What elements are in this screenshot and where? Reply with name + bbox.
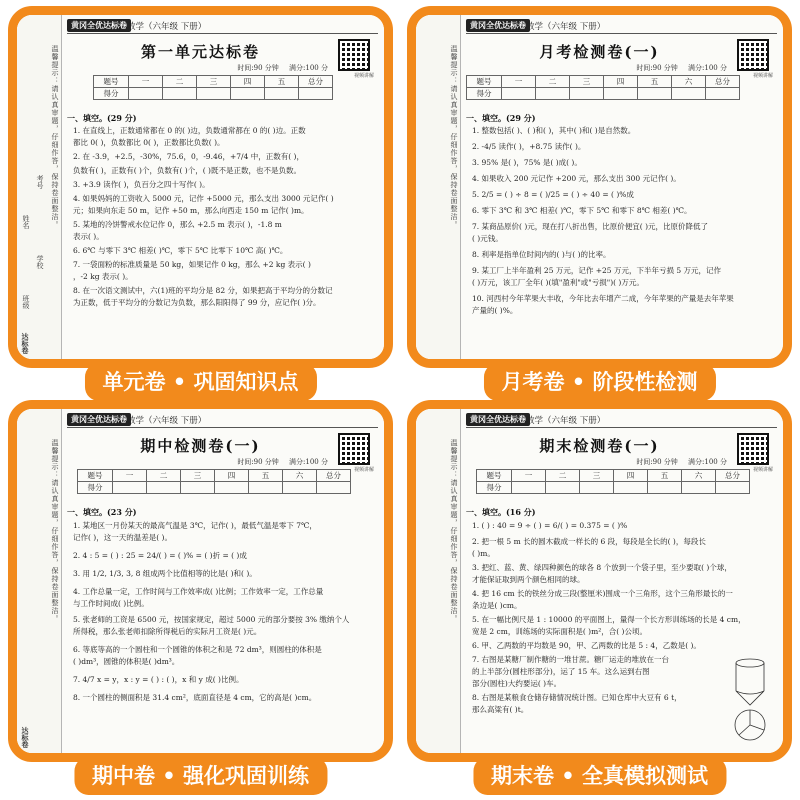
- paper-title: 月考检测卷(一): [539, 43, 660, 61]
- exam-meta: [229, 63, 328, 73]
- brand-label: 黄冈全优达标卷: [466, 413, 530, 426]
- question-line: 那么高粱有( )t。: [472, 705, 529, 714]
- score-value-row: [78, 482, 351, 494]
- score-cell: [546, 482, 580, 494]
- score-cell: 四: [604, 76, 638, 88]
- score-cell: [197, 88, 231, 100]
- margin-strip: [17, 409, 62, 753]
- score-cell: [570, 88, 604, 100]
- score-cell: 题号: [467, 76, 502, 88]
- brand-label: 黄冈全优达标卷: [67, 19, 131, 32]
- question-line: 9. 某工厂上半年盈利 25 万元，记作 +25 万元，下半年亏损 5 万元，记作: [472, 266, 721, 275]
- question-line: ( )元钱。: [472, 234, 503, 243]
- question-line: 为正数，低于平均分的分数记为负数，那么阳阳得了 99 分，应记作( )分。: [73, 298, 321, 307]
- question-line: 才能保证取到两个颜色相同的球。: [472, 575, 585, 584]
- score-cell: [163, 88, 197, 100]
- margin-strip: [416, 15, 461, 359]
- question-line: 部分(圆柱)大约要运( )车。: [472, 679, 562, 688]
- qr-label: 视频讲解: [353, 467, 374, 473]
- question-line: 与工作时间成( )比例。: [73, 599, 149, 608]
- question-line: 4. 把 16 cm 长的铁丝分成三段(整厘米)围成一个三角形，这个三角形最长的一: [472, 589, 733, 598]
- exam-paper: [416, 409, 783, 753]
- score-cell: [512, 482, 546, 494]
- exam-frame: [407, 400, 792, 762]
- qr-label: 视频讲解: [353, 73, 374, 79]
- exam-full-score: 满分:100 分: [289, 64, 328, 72]
- exam-time: 时间:90 分钟: [237, 458, 279, 466]
- section-title: 一、填空。(29 分): [466, 113, 536, 123]
- paper-header: [67, 19, 378, 34]
- subject-label: 数学（六年级 下册）: [526, 416, 606, 426]
- question-line: 元；如果向东走 50 m，记作 +50 m，那么向西走 150 m 记作( )m。: [73, 206, 309, 215]
- question-line: 3. +3.9 读作( )，负百分之四十写作( )。: [73, 180, 210, 189]
- category-badge: 期末卷 • 全真模拟测试: [473, 757, 726, 795]
- qr-code-icon: [737, 39, 769, 71]
- brand-label: 黄冈全优达标卷: [67, 413, 131, 426]
- exam-meta: [628, 457, 727, 467]
- score-cell: [265, 88, 299, 100]
- margin-field-class: 班级: [22, 295, 30, 309]
- category-badge: 单元卷 • 巩固知识点: [84, 363, 316, 401]
- question-line: 1. 整数包括( )、( )和( )，其中( )和( )是自然数。: [472, 126, 636, 135]
- score-cell: 总分: [317, 470, 351, 482]
- question-line: 5. 2/5 = ( ) ÷ 8 = ( )/25 = ( ) ÷ 40 = ( )%成: [472, 190, 634, 199]
- question-line: ( )万元，该工厂全年( )(填"盈利"或"亏损")( )万元。: [472, 278, 644, 287]
- paper-title: 第一单元达标卷: [140, 43, 260, 61]
- score-cell: [614, 482, 648, 494]
- score-cell: [283, 482, 317, 494]
- score-cell: 一: [512, 470, 546, 482]
- score-cell: [231, 88, 265, 100]
- qr-label: 视频讲解: [752, 467, 773, 473]
- score-cell: 四: [231, 76, 265, 88]
- score-cell: [604, 88, 638, 100]
- question-line: 4. 如果妈妈的工资收入 5000 元，记作 +5000 元，那么支出 3000 元记作( ): [73, 194, 334, 203]
- score-cell: 题号: [78, 470, 113, 482]
- section-title: 一、填空。(16 分): [466, 507, 536, 517]
- question-line: 3. 把红、蓝、黄、绿四种颜色的球各 8 个放到一个袋子里，至少要取( )个球，: [472, 563, 732, 572]
- score-cell: 总分: [706, 76, 740, 88]
- score-cell: 五: [249, 470, 283, 482]
- score-cell: 题号: [477, 470, 512, 482]
- score-cell: 六: [682, 470, 716, 482]
- exam-paper: [17, 409, 384, 753]
- question-line: 6. 等底等高的一个圆柱和一个圆锥的体积之和是 72 dm³，则圆柱的体积是: [73, 645, 322, 654]
- exam-paper: [416, 15, 783, 359]
- score-cell: 一: [129, 76, 163, 88]
- question-line: 6. 甲、乙两数的平均数是 90，甲、乙两数的比是 5 : 4，乙数是( )。: [472, 641, 701, 650]
- score-cell: 二: [147, 470, 181, 482]
- subject-label: 数学（六年级 下册）: [127, 22, 207, 32]
- exam-full-score: 满分:100 分: [688, 458, 727, 466]
- margin-brand: 达标卷: [21, 333, 30, 354]
- panel-monthly-test: [407, 6, 792, 401]
- question-line: 2. 在 -3.9，+2.5，-30%，75.6，0，-9.46，+7/4 中，正数有( )，: [73, 152, 304, 161]
- score-value-row: [477, 482, 750, 494]
- question-line: 10. 河西村今年苹果大丰收，今年比去年增产二成，今年苹果的产量是去年苹果: [472, 294, 734, 303]
- score-cell: 得分: [477, 482, 512, 494]
- question-line: 条边是( )cm。: [472, 601, 522, 610]
- qr-code-icon: [737, 433, 769, 465]
- question-line: 6. 6℃ 与零下 3℃ 相差( )℃，零下 5℃ 比零下 10℃ 高( )℃。: [73, 246, 288, 255]
- exam-meta: [229, 457, 328, 467]
- category-badge: 月考卷 • 阶段性检测: [483, 363, 715, 401]
- question-line: 5. 某地的冷饼警戒水位记作 0，那么 +2.5 m 表示( )，-1.8 m: [73, 220, 282, 229]
- margin-note: 温馨提示：请认真审题，仔细作答，保持卷面整洁。: [450, 45, 458, 229]
- score-header-row: [78, 470, 351, 482]
- margin-field-name: 姓名: [22, 215, 30, 229]
- score-cell: 题号: [94, 76, 129, 88]
- score-cell: [147, 482, 181, 494]
- score-cell: [638, 88, 672, 100]
- score-cell: [648, 482, 682, 494]
- question-line: 所得税，那么张老师扣除所得税后的实际月工资是( )元。: [73, 627, 262, 636]
- paper-header: [466, 413, 777, 428]
- panel-unit-test: [8, 6, 393, 401]
- exam-frame: [8, 400, 393, 762]
- margin-brand: 达标卷: [21, 727, 30, 748]
- question-line: 7. 右图是某糖厂制作糖的一堆甘蔗。糖厂运走的堆放在一台: [472, 655, 670, 664]
- margin-field-school: 学校: [36, 255, 44, 269]
- margin-strip: [17, 15, 62, 359]
- margin-field-id: 考号: [36, 175, 44, 189]
- panel-final-test: [407, 400, 792, 795]
- score-cell: 得分: [94, 88, 129, 100]
- exam-full-score: 满分:100 分: [289, 458, 328, 466]
- score-cell: [317, 482, 351, 494]
- qr-label: 视频讲解: [752, 73, 773, 79]
- score-cell: 四: [614, 470, 648, 482]
- score-cell: 五: [648, 470, 682, 482]
- score-cell: 二: [546, 470, 580, 482]
- score-cell: 二: [536, 76, 570, 88]
- question-line: 5. 在一幅比例尺是 1 : 10000 的平面图上，量得一个长方形训练场的长是 4 cm，: [472, 615, 746, 624]
- score-cell: [716, 482, 750, 494]
- exam-frame: [407, 6, 792, 368]
- score-cell: [682, 482, 716, 494]
- question-line: 产量的( )%。: [472, 306, 518, 315]
- score-cell: 五: [265, 76, 299, 88]
- score-cell: 一: [113, 470, 147, 482]
- paper-header: [67, 413, 378, 428]
- margin-note: 温馨提示：请认真审题，仔细作答，保持卷面整洁。: [450, 439, 458, 623]
- score-table: [476, 469, 750, 494]
- score-cell: [299, 88, 333, 100]
- score-table: [93, 75, 333, 100]
- question-line: 负数有( )，正数有( )个，负数有( )个，( )既不是正数，也不是负数。: [73, 166, 301, 175]
- exam-time: 时间:90 分钟: [636, 458, 678, 466]
- score-cell: 六: [283, 470, 317, 482]
- margin-note: 温馨提示：请认真审题，仔细作答，保持卷面整洁。: [51, 45, 59, 229]
- score-table: [77, 469, 351, 494]
- score-cell: [249, 482, 283, 494]
- score-cell: 三: [197, 76, 231, 88]
- question-line: 宽是 2 cm，训练场的实际面积是( )m²，合( )公顷。: [472, 627, 647, 636]
- score-cell: 得分: [467, 88, 502, 100]
- score-value-row: [94, 88, 333, 100]
- question-line: 的上半部分(圆柱形部分)，运了 15 车。这么运到右图: [472, 667, 650, 676]
- question-line: 4. 如果收入 200 元记作 +200 元，那么支出 300 元记作( )。: [472, 174, 681, 183]
- question-line: 2. -4/5 读作( )，+8.75 读作( )。: [472, 142, 586, 151]
- qr-code-icon: [338, 39, 370, 71]
- question-line: 1. 在直线上，正数通常都在 0 的( )边，负数通常都在 0 的( )边。正数: [73, 126, 306, 135]
- question-line: ( )dm³，圆锥的体积是( )dm³。: [73, 657, 180, 666]
- subject-label: 数学（六年级 下册）: [127, 416, 207, 426]
- question-line: 2. 把一根 5 m 长的圆木截成一样长的 6 段，每段是全长的( )，每段长: [472, 537, 706, 546]
- score-cell: 三: [570, 76, 604, 88]
- margin-strip: [416, 409, 461, 753]
- question-line: 6. 零下 3℃ 和 3℃ 相差( )℃，零下 5℃ 和零下 8℃ 相差( )℃。: [472, 206, 692, 215]
- score-cell: [215, 482, 249, 494]
- question-line: 8. 在一次语文测试中，六(1)班的平均分是 82 分，如果把高于平均分的分数记: [73, 286, 333, 295]
- score-cell: 二: [163, 76, 197, 88]
- paper-title: 期中检测卷(一): [140, 437, 261, 455]
- qr-code-icon: [338, 433, 370, 465]
- score-cell: 四: [215, 470, 249, 482]
- question-line: 8. 一个圆柱的侧面积是 31.4 cm²，底面直径是 4 cm，它的高是( )cm。: [73, 693, 317, 702]
- score-cell: [580, 482, 614, 494]
- score-cell: 得分: [78, 482, 113, 494]
- score-cell: [672, 88, 706, 100]
- score-cell: [113, 482, 147, 494]
- question-line: 7. 4/7 x = y，x : y = ( ) : ( )，x 和 y 成( )比例。: [73, 675, 244, 684]
- question-line: 都比 0( )，负数都比 0( )，正数都比负数( )。: [73, 138, 225, 147]
- score-cell: 六: [672, 76, 706, 88]
- score-header-row: [94, 76, 333, 88]
- exam-paper: [17, 15, 384, 359]
- score-table: [466, 75, 740, 100]
- score-header-row: [467, 76, 740, 88]
- exam-full-score: 满分:100 分: [688, 64, 727, 72]
- question-line: 记作( )，这一天的温差是( )。: [73, 533, 172, 542]
- question-line: 3. 用 1/2, 1/3, 3, 8 组成两个比值相等的比是( )和( )。: [73, 569, 257, 578]
- exam-time: 时间:90 分钟: [237, 64, 279, 72]
- exam-meta: [628, 63, 727, 73]
- score-cell: 总分: [299, 76, 333, 88]
- score-value-row: [467, 88, 740, 100]
- question-line: 7. 一袋面粉的标准质量是 50 kg，如果记作 0 kg，那么 +2 kg 表示( ): [73, 260, 311, 269]
- question-line: ( )m。: [472, 549, 495, 558]
- question-line: 1. 某地区一月份某天的最高气温是 3℃，记作( )，最低气温是零下 7℃，: [73, 521, 317, 530]
- score-cell: 五: [638, 76, 672, 88]
- question-line: 7. 某商品原价( )元，现在打八折出售，比原价便宜( )元，比原价降低了: [472, 222, 709, 231]
- question-line: 2. 4 : 5 = ( ) : 25 = 24/( ) = ( )% = ( )折 = ( )成: [73, 551, 247, 560]
- score-cell: [181, 482, 215, 494]
- section-title: 一、填空。(23 分): [67, 507, 137, 517]
- question-line: 1. ( ) : 40 = 9 ÷ ( ) = 6/( ) = 0.375 = ( )%: [472, 521, 628, 530]
- score-cell: [129, 88, 163, 100]
- score-cell: [502, 88, 536, 100]
- question-line: 4. 工作总量一定，工作时间与工作效率成( )比例；工作效率一定，工作总量: [73, 587, 324, 596]
- margin-note: 温馨提示：请认真审题，仔细作答，保持卷面整洁。: [51, 439, 59, 623]
- score-cell: 一: [502, 76, 536, 88]
- score-cell: 总分: [716, 470, 750, 482]
- question-line: 8. 右图是某粮食仓储存储情况统计图。已知仓库中大豆有 6 t，: [472, 693, 682, 702]
- score-cell: 三: [580, 470, 614, 482]
- score-cell: 三: [181, 470, 215, 482]
- score-cell: [706, 88, 740, 100]
- paper-title: 期末检测卷(一): [539, 437, 660, 455]
- category-badge: 期中卷 • 强化巩固训练: [74, 757, 327, 795]
- question-line: 表示( )。: [73, 232, 104, 241]
- brand-label: 黄冈全优达标卷: [466, 19, 530, 32]
- exam-time: 时间:90 分钟: [636, 64, 678, 72]
- subject-label: 数学（六年级 下册）: [526, 22, 606, 32]
- question-line: ，-2 kg 表示( )。: [73, 272, 133, 281]
- score-header-row: [477, 470, 750, 482]
- exam-frame: [8, 6, 393, 368]
- question-line: 8. 利率是指单位时间内的( )与( )的比率。: [472, 250, 611, 259]
- cylinder-figure-icon: [727, 653, 773, 743]
- paper-header: [466, 19, 777, 34]
- section-title: 一、填空。(29 分): [67, 113, 137, 123]
- score-cell: [536, 88, 570, 100]
- question-line: 5. 张老师的工资是 6500 元，按国家规定，超过 5000 元的部分要按 3% 缴纳个人: [73, 615, 350, 624]
- panel-midterm-test: [8, 400, 393, 795]
- question-line: 3. 95% 是( )，75% 是( )成( )。: [472, 158, 582, 167]
